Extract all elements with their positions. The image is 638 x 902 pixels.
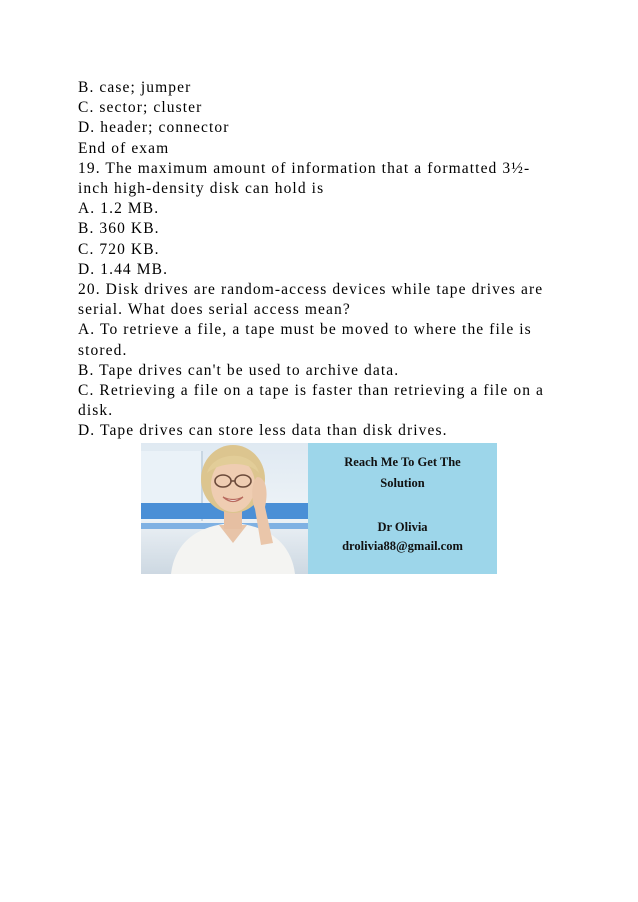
answer-option: A. To retrieve a file, a tape must be moved to where the file is bbox=[78, 321, 532, 339]
question-20-line: serial. What does serial access mean? bbox=[78, 301, 351, 319]
answer-option: B. Tape drives can't be used to archive data. bbox=[78, 361, 400, 379]
answer-option: D. 1.44 MB. bbox=[78, 260, 169, 278]
answer-option: B. 360 KB. bbox=[78, 220, 160, 238]
contact-name: Dr Olivia bbox=[377, 520, 428, 534]
text-line: C. sector; cluster bbox=[78, 99, 203, 117]
question-19-line: 19. The maximum amount of information that a formatted 3½- bbox=[78, 159, 531, 177]
answer-option: C. Retrieving a file on a tape is faster than retrieving a file on a bbox=[78, 382, 545, 400]
contact-email: drolivia88@gmail.com bbox=[342, 539, 463, 553]
text-line: End of exam bbox=[78, 139, 170, 157]
answer-option: C. 720 KB. bbox=[78, 240, 160, 258]
contact-heading-2: Solution bbox=[380, 476, 425, 490]
answer-option: disk. bbox=[78, 402, 114, 420]
text-line: B. case; jumper bbox=[78, 79, 192, 96]
answer-option: D. Tape drives can store less data than disk drives. bbox=[78, 422, 448, 440]
question-19-line: inch high-density disk can hold is bbox=[78, 180, 325, 198]
question-20-line: 20. Disk drives are random-access devices while tape drives are bbox=[78, 281, 544, 299]
answer-option: A. 1.2 MB. bbox=[78, 200, 160, 218]
person-illustration bbox=[161, 443, 301, 574]
answer-option: stored. bbox=[78, 341, 128, 359]
contact-banner bbox=[141, 443, 497, 574]
contact-heading: Reach Me To Get The bbox=[344, 455, 461, 469]
text-line: D. header; connector bbox=[78, 119, 230, 137]
contact-card bbox=[308, 443, 497, 574]
document-body bbox=[78, 78, 568, 442]
woman-photo bbox=[141, 443, 308, 574]
